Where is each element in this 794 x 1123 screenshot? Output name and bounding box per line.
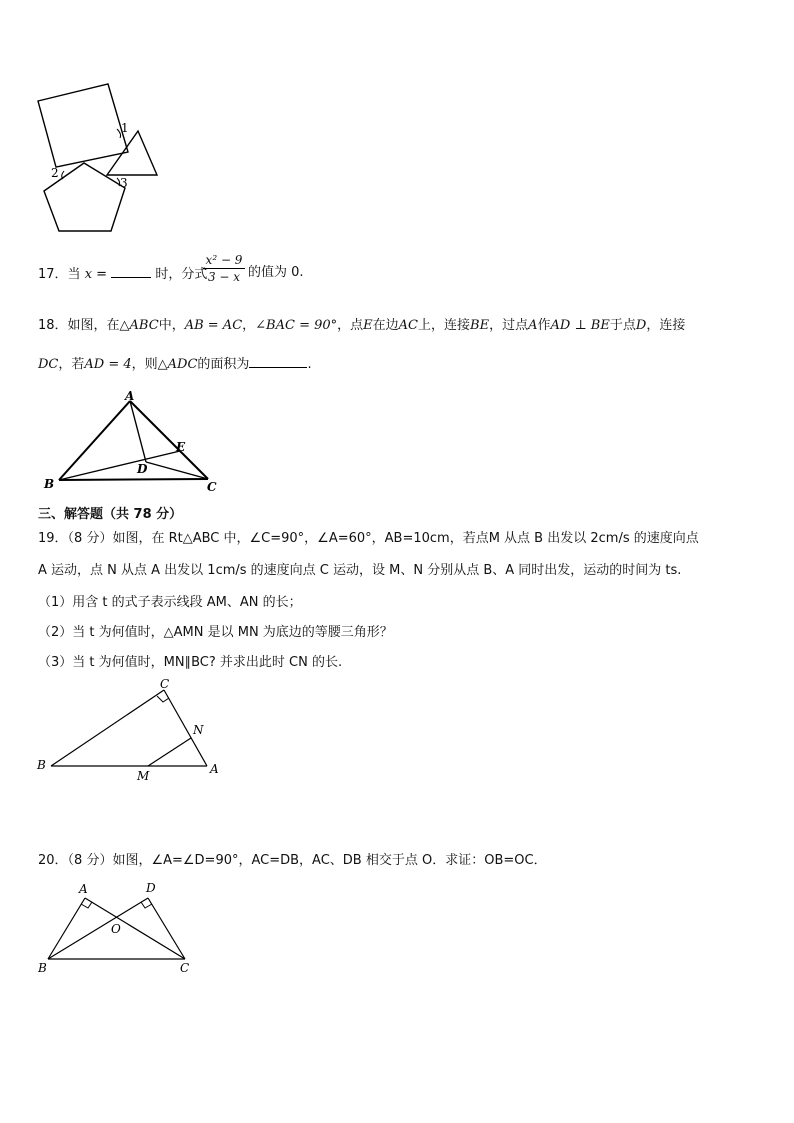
segment-mn (148, 738, 191, 766)
q18-math: △ADC (157, 357, 198, 372)
q18-math: BE (470, 318, 490, 333)
q17-equals: = (96, 267, 108, 282)
q18-text: 18．如图，在 (38, 318, 120, 333)
q18-text: 作 (537, 318, 551, 333)
q18-text: ，点 (337, 318, 364, 333)
q18-math: D (635, 318, 647, 333)
angle-label-2: 2 (51, 166, 59, 180)
label-c: C (160, 677, 170, 691)
label-a: A (79, 882, 88, 896)
q18-math: AD = 4 (84, 357, 132, 372)
q17-fraction (203, 253, 245, 284)
label-o: O (111, 922, 121, 936)
q18-text: ，若 (58, 357, 85, 372)
side-dc (148, 898, 185, 959)
label-a: A (210, 762, 219, 776)
segment-db (48, 898, 148, 959)
q18-text: 在边 (372, 318, 399, 333)
question-17 (38, 265, 207, 283)
q17-denominator: 3 − x (207, 270, 241, 284)
label-b: B (44, 477, 55, 491)
side-ba (48, 898, 85, 959)
q17-variable: x (84, 267, 93, 282)
figure-19 (35, 676, 230, 784)
label-b: B (37, 758, 46, 772)
label-c: C (180, 961, 190, 975)
q18-math: AC (398, 318, 419, 333)
q17-mid: 时，分式 (155, 267, 208, 282)
angle-label-1: 1 (121, 121, 129, 135)
q18-text: . (307, 357, 312, 372)
q18-math: AB = AC (184, 318, 243, 333)
q17-answer-blank[interactable] (111, 265, 151, 278)
q18-math: DC (38, 357, 59, 372)
label-a: A (125, 389, 135, 403)
q18-text: 于点 (609, 318, 636, 333)
figure-16 (30, 80, 170, 240)
q19-sub-3: （3）当 t 为何值时，MN∥BC? 并求出此时 CN 的长. (38, 655, 343, 670)
q20-line-1: 20．（8 分）如图，∠A=∠D=90°，AC=DB，AC、DB 相交于点 O．求证：OB=OC． (38, 853, 547, 868)
q18-line-2 (38, 355, 312, 373)
label-d: D (146, 881, 156, 895)
side-bc (59, 479, 208, 480)
triangle-shape (107, 131, 157, 175)
right-angle-mark-c (157, 696, 169, 702)
q18-math: △ABC (119, 318, 159, 333)
q18-math: AD ⊥ BE (550, 318, 610, 333)
q17-suffix: 的值为 0. (248, 265, 304, 280)
q18-line-1 (38, 318, 685, 334)
segment-be (59, 451, 180, 480)
q18-answer-blank[interactable] (249, 355, 307, 368)
label-n: N (193, 723, 204, 737)
q19-sub-1: （1）用含 t 的式子表示线段 AM、AN 的长； (38, 595, 302, 610)
square-shape (38, 84, 128, 167)
q18-text: 上，连接 (418, 318, 471, 333)
q18-math: E (363, 318, 373, 333)
segment-ac (85, 898, 185, 959)
figure-20 (35, 877, 200, 977)
q18-text: ，则 (131, 357, 158, 372)
q18-math: A (528, 318, 538, 333)
angle-label-3: 3 (120, 176, 128, 190)
section-heading: 三、解答题（共 78 分） (38, 507, 183, 522)
q18-text: ， (242, 318, 256, 333)
label-e: E (176, 440, 186, 454)
label-m: M (137, 769, 150, 783)
q18-text: 的面积为 (197, 357, 250, 372)
q17-prefix: 17．当 (38, 267, 81, 282)
side-ab (59, 401, 130, 480)
q19-line-1: 19．（8 分）如图，在 Rt△ABC 中，∠C=90°，∠A=60°，AB=10cm，若点M 从点 B 出发以 2cm/s 的速度向点 (38, 531, 699, 546)
q18-text: ，连接 (646, 318, 686, 333)
figure-18 (38, 385, 228, 497)
label-b: B (38, 961, 47, 975)
q19-line-2: A 运动，点 N 从点 A 出发以 1cm/s 的速度向点 C 运动，设 M、N 分别从点 B、A 同时出发，运动的时间为 ts. (38, 563, 682, 578)
side-bc (51, 690, 164, 766)
label-c: C (207, 480, 217, 494)
q18-text: ，过点 (489, 318, 529, 333)
q19-sub-2: （2）当 t 为何值时，△AMN 是以 MN 为底边的等腰三角形？ (38, 625, 393, 640)
q17-numerator: x² − 9 (203, 253, 245, 269)
label-d: D (137, 462, 148, 476)
q18-text: 中， (158, 318, 185, 333)
q18-math: ∠BAC = 90° (255, 318, 338, 333)
